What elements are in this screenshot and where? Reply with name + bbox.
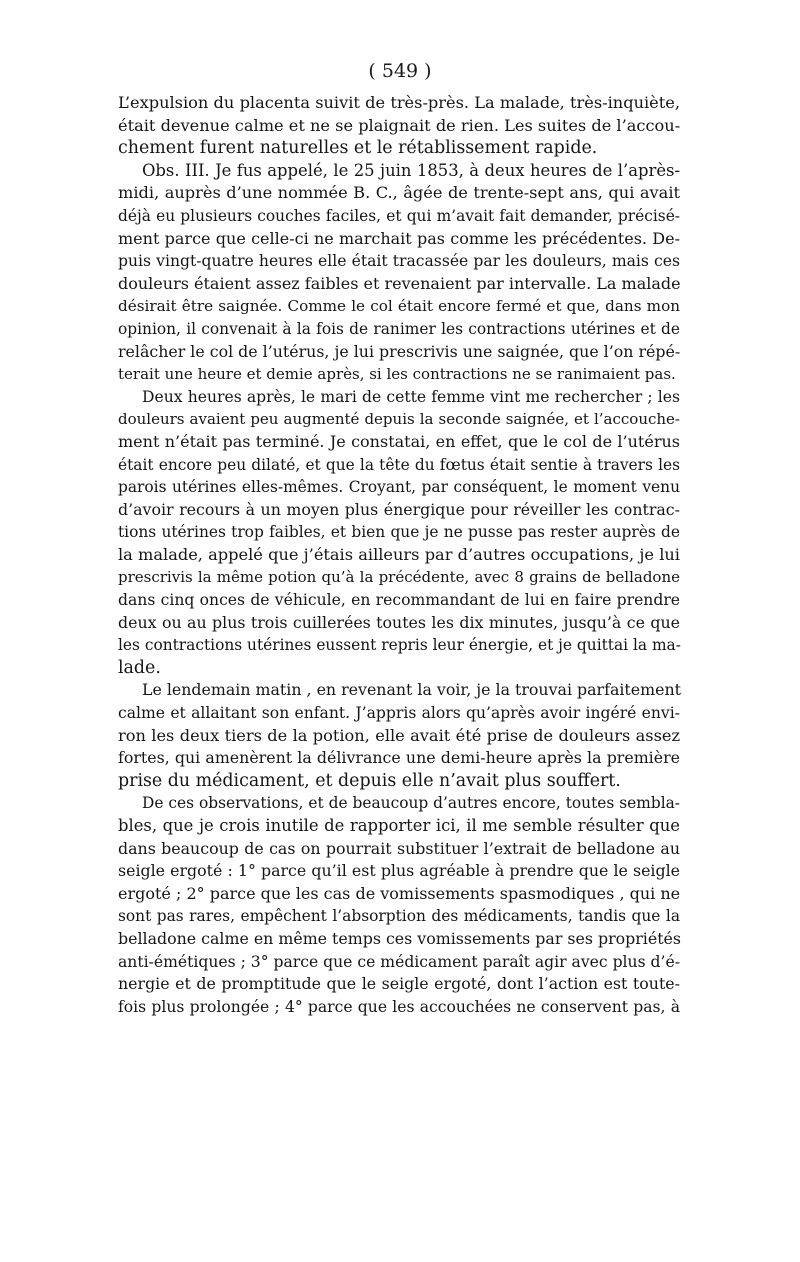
- text-line: tions utérines trop faibles, et bien que je ne pusse pas rester auprès de: [118, 523, 680, 542]
- text-line: douleurs avaient peu augmenté depuis la seconde saignée, et l’accouche-: [118, 410, 680, 429]
- text-line: ergoté ; 2° parce que les cas de vomissements spasmodiques , qui ne: [118, 883, 681, 903]
- text-line: De ces observations, et de beaucoup d’autres encore, toutes sembla-: [142, 794, 680, 813]
- text-line: déjà eu plusieurs couches faciles, et qui m’avait fait demander, précisé-: [118, 206, 680, 225]
- text-line: relâcher le col de l’utérus, je lui prescrivis une saignée, que l’on répé-: [118, 341, 681, 361]
- text-line: prescrivis la même potion qu’à la précédente, avec 8 grains de belladone: [118, 568, 680, 587]
- text-line: belladone calme en même temps ces vomissements par ses propriétés: [118, 928, 682, 948]
- text-line: lade.: [118, 657, 161, 678]
- text-line: était devenue calme et ne se plaignait de rien. Les suites de l’accou-: [118, 115, 681, 135]
- text-line: fortes, qui amenèrent la délivrance une demi-heure après la première: [118, 748, 680, 768]
- text-line: midi, auprès d’une nommée B. C., âgée de trente-sept ans, qui avait: [118, 183, 680, 203]
- text-line: douleurs étaient assez faibles et revenaient par intervalle. La malade: [118, 273, 681, 293]
- text-line: deux ou au plus trois cuillerées toutes les dix minutes, jusqu’à ce que: [118, 612, 680, 632]
- text-line: sont pas rares, empêchent l’absorption des médicaments, tandis que la: [118, 907, 680, 926]
- text-line: terait une heure et demie après, si les contractions ne se ranimaient pas.: [118, 365, 676, 384]
- page-number: ( 549 ): [368, 60, 432, 82]
- text-line: anti-émétiques ; 3° parce que ce médicament paraît agir avec plus d’é-: [118, 952, 680, 971]
- text-line: chement furent naturelles et le rétablissement rapide.: [118, 138, 598, 159]
- text-line: Le lendemain matin , en revenant la voir, je la trouvai parfaitement: [142, 680, 681, 700]
- text-line: Deux heures après, le mari de cette femme vint me rechercher ; les: [142, 387, 680, 406]
- text-line: opinion, il convenait à la fois de ranimer les contractions utérines et de: [118, 319, 680, 338]
- text-line: désirait être saignée. Comme le col était encore fermé et que, dans mon: [118, 297, 680, 316]
- text-line: puis vingt-quatre heures elle était tracassée par les douleurs, mais ces: [118, 252, 680, 271]
- text-line: calme et allaitant son enfant. J’appris alors qu’après avoir ingéré envi-: [118, 704, 680, 723]
- text-line: nergie et de promptitude que le seigle ergoté, dont l’action est toute-: [118, 974, 680, 994]
- text-line: L’expulsion du placenta suivit de très-près. La malade, très-inquiète,: [118, 93, 680, 112]
- text-line: parois utérines elles-mêmes. Croyant, par conséquent, le moment venu: [118, 478, 680, 497]
- text-line: la malade, appelé que j’étais ailleurs par d’autres occupations, je lui: [118, 544, 680, 564]
- text-line: Obs. III. Je fus appelé, le 25 juin 1853, à deux heures de l’après-: [142, 160, 680, 180]
- text-line: ron les deux tiers de la potion, elle avait été prise de douleurs assez: [118, 725, 680, 745]
- body-text: [118, 92, 680, 1018]
- text-line: seigle ergoté : 1° parce qu’il est plus agréable à prendre que le seigle: [118, 861, 680, 881]
- text-line: dans beaucoup de cas on pourrait substituer l’extrait de belladone au: [118, 838, 680, 858]
- text-line: les contractions utérines eussent repris leur énergie, et je quittai la ma-: [118, 636, 681, 655]
- text-line: ment n’était pas terminé. Je constatai, en effet, que le col de l’utérus: [118, 431, 680, 451]
- text-line: ment parce que celle-ci ne marchait pas comme les précédentes. De-: [118, 228, 680, 248]
- text-line: était encore peu dilaté, et que la tête du fœtus était sentie à travers les: [118, 455, 680, 474]
- text-line: prise du médicament, et depuis elle n’avait plus souffert.: [118, 770, 621, 791]
- text-line: d’avoir recours à un moyen plus énergique pour réveiller les contrac-: [118, 499, 680, 519]
- text-line: dans cinq onces de véhicule, en recommandant de lui en faire prendre: [118, 591, 680, 610]
- text-line: bles, que je crois inutile de rapporter ici, il me semble résulter que: [118, 816, 680, 835]
- text-line: fois plus prolongée ; 4° parce que les accouchées ne conservent pas, à: [118, 997, 680, 1016]
